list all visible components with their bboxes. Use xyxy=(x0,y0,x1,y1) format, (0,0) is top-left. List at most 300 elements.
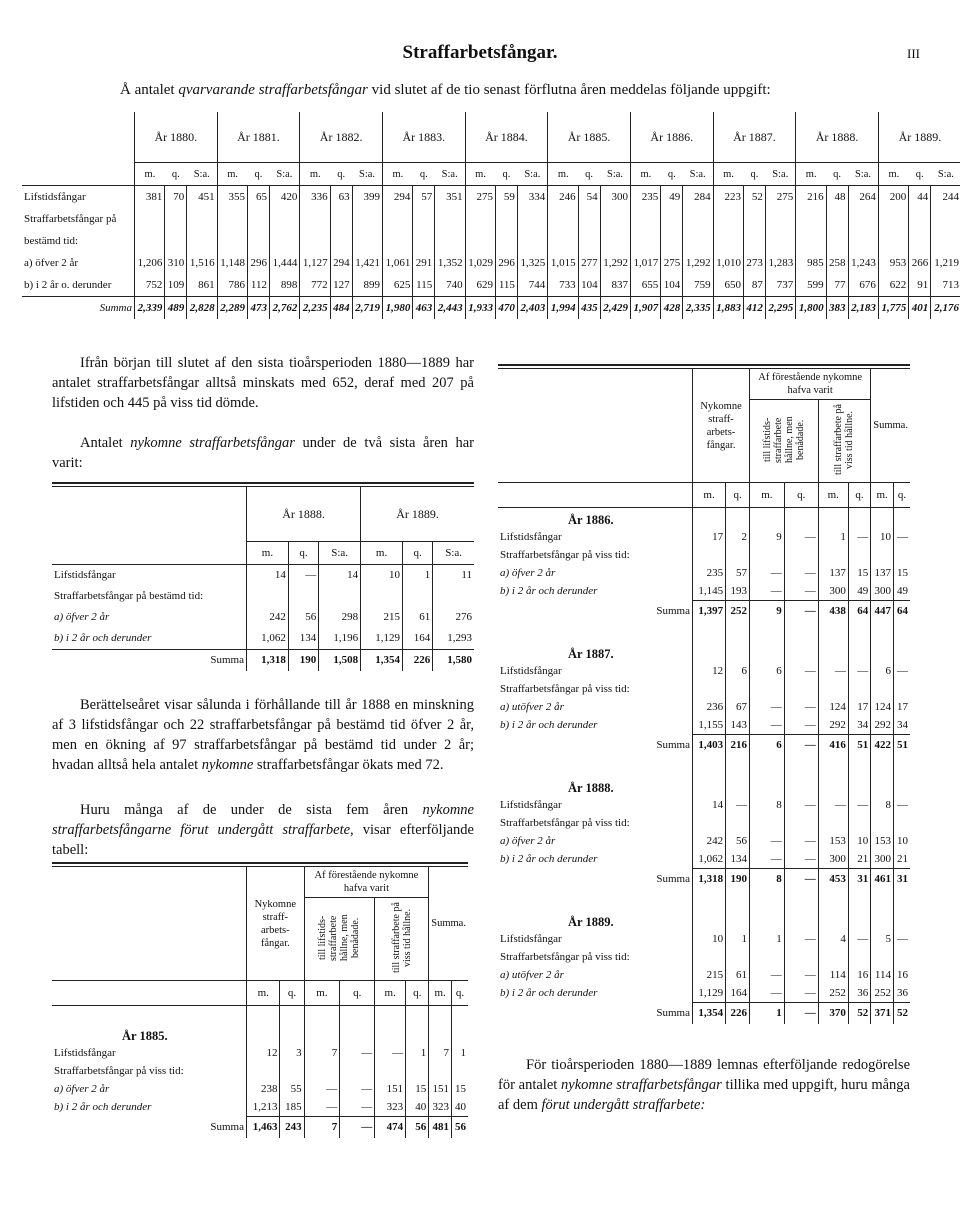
table-row xyxy=(498,698,910,716)
header-head_col1 xyxy=(750,400,819,483)
sub-header: S:a. xyxy=(187,163,217,186)
value-cell: 151 xyxy=(375,1080,406,1098)
value-cell: 622 xyxy=(889,279,907,291)
value-cell: — xyxy=(750,984,785,1002)
value-cell xyxy=(848,230,878,252)
sub-header: m. xyxy=(304,981,340,1006)
table-row xyxy=(498,966,910,984)
value-cell: 1 xyxy=(750,930,785,948)
sub-header: q. xyxy=(743,163,765,186)
table-row xyxy=(22,230,960,252)
value-cell: 985 xyxy=(807,257,824,269)
value-cell: 1,318 xyxy=(693,868,726,890)
value-cell: 1 xyxy=(452,1044,468,1062)
year-header: År 1887. xyxy=(713,112,796,163)
value-cell: — xyxy=(784,796,818,814)
value-cell: 6 xyxy=(726,662,750,680)
value-cell: 244 xyxy=(931,186,960,209)
value-cell xyxy=(818,680,848,698)
value-cell: 64 xyxy=(848,600,870,622)
value-cell: — xyxy=(848,662,870,680)
value-cell xyxy=(187,208,217,230)
value-cell: 1,800 xyxy=(798,302,824,314)
sub-header: q. xyxy=(848,483,870,508)
sub-header: m. xyxy=(375,981,406,1006)
value-cell: — xyxy=(340,1116,375,1138)
value-cell xyxy=(165,208,187,230)
value-cell: — xyxy=(726,796,750,814)
table-row xyxy=(22,208,960,230)
year-header: År 1888. xyxy=(796,112,879,163)
value-cell: 461 xyxy=(871,868,894,890)
value-cell: 56 xyxy=(288,607,318,628)
table-row xyxy=(52,607,474,628)
sub-header: m. xyxy=(465,163,495,186)
value-cell xyxy=(750,546,785,564)
value-cell: 292 xyxy=(818,716,848,734)
value-cell: — xyxy=(340,1080,375,1098)
sub-header: S:a. xyxy=(517,163,547,186)
value-cell: 355 xyxy=(228,191,246,203)
value-cell: 1,354 xyxy=(361,649,403,671)
value-cell: 837 xyxy=(600,274,630,297)
value-cell: 151 xyxy=(429,1080,452,1098)
value-cell: 61 xyxy=(726,966,750,984)
value-cell: 275 xyxy=(476,191,493,203)
value-cell xyxy=(713,208,743,230)
value-cell xyxy=(894,948,910,966)
value-cell xyxy=(784,948,818,966)
row-label: b) i 2 år och derunder xyxy=(498,984,693,1002)
value-cell xyxy=(319,586,361,607)
value-cell: 1,148 xyxy=(220,257,246,269)
year-header: År 1884. xyxy=(465,112,548,163)
value-cell: 1,219 xyxy=(931,252,960,274)
value-cell: — xyxy=(340,1098,375,1116)
value-cell xyxy=(517,230,547,252)
value-cell xyxy=(743,208,765,230)
value-cell xyxy=(548,230,578,252)
paragraph-final: För tioårsperioden 1880—1889 lemnas efterföljande redogörelse för antalet nykomne straffarbetsfångar tillika med uppgift, huru många af dem förut undergått straffarbete: xyxy=(498,1057,910,1113)
row-label: Lifstidsfångar xyxy=(498,930,693,948)
table-new-prisoners: År 1888. År 1889. m. q. S:a. m. q. S:a. Lifstidsfångar 14 — 14 10 1 11 Straffarbetsfångar på bestämd tid: a) öfver 2 år 242 56 298 215 61 276 b) i 2 år och derunder 1,062 134 1,196 1,129 164 1,293 Summa 1,318 190 1,508 1,354 226 1,580 xyxy=(52,482,474,671)
value-cell xyxy=(433,586,474,607)
value-cell: 164 xyxy=(726,984,750,1002)
value-cell xyxy=(135,230,165,252)
value-cell: 463 xyxy=(413,297,435,320)
value-cell: 44 xyxy=(909,186,931,209)
value-cell: — xyxy=(848,930,870,948)
sub-header: q. xyxy=(406,981,429,1006)
value-cell: — xyxy=(784,716,818,734)
value-cell xyxy=(894,680,910,698)
sub-header: q. xyxy=(280,981,304,1006)
sub-header: m. xyxy=(871,483,894,508)
value-cell xyxy=(495,208,517,230)
value-cell xyxy=(600,230,630,252)
value-cell: 489 xyxy=(165,297,187,320)
value-cell: 898 xyxy=(269,274,299,297)
value-cell: 300 xyxy=(818,850,848,868)
value-cell: 298 xyxy=(319,607,361,628)
value-cell: 56 xyxy=(726,832,750,850)
value-cell xyxy=(848,680,870,698)
corner-cell xyxy=(22,112,135,163)
value-cell: 1,352 xyxy=(435,252,465,274)
value-cell: 16 xyxy=(848,966,870,984)
value-cell xyxy=(465,230,495,252)
value-cell xyxy=(713,230,743,252)
value-cell: 334 xyxy=(517,186,547,209)
value-cell: — xyxy=(375,1044,406,1062)
header-group: Af förestående nykomne hafva varit xyxy=(750,369,871,400)
table-row xyxy=(52,564,474,586)
value-cell xyxy=(135,208,165,230)
value-cell: 56 xyxy=(452,1116,468,1138)
value-cell: 8 xyxy=(871,796,894,814)
value-cell: 2,295 xyxy=(765,297,795,320)
row-label: Straffarbetsfångar på bestämd tid: xyxy=(52,586,247,607)
value-cell: 292 xyxy=(871,716,894,734)
value-cell: 11 xyxy=(433,564,474,586)
value-cell: 134 xyxy=(288,628,318,650)
value-cell: 7 xyxy=(429,1044,452,1062)
value-cell xyxy=(630,208,660,230)
value-cell xyxy=(878,208,908,230)
value-cell xyxy=(871,546,894,564)
value-cell xyxy=(248,208,270,230)
sub-header: m. xyxy=(300,163,330,186)
value-cell: 1,421 xyxy=(352,252,382,274)
value-cell xyxy=(894,814,910,832)
value-cell: 15 xyxy=(452,1080,468,1098)
sub-header: q. xyxy=(340,981,375,1006)
sub-header: m. xyxy=(247,981,280,1006)
table-row xyxy=(498,662,910,680)
value-cell: 14 xyxy=(693,796,726,814)
value-cell: 31 xyxy=(894,868,910,890)
value-cell: 48 xyxy=(826,186,848,209)
value-cell: — xyxy=(894,528,910,546)
sub-header: S:a. xyxy=(683,163,713,186)
table-row xyxy=(498,528,910,546)
table-row xyxy=(498,1002,910,1024)
value-cell xyxy=(269,230,299,252)
value-cell xyxy=(878,230,908,252)
value-cell: 737 xyxy=(765,274,795,297)
value-cell: 1,196 xyxy=(319,628,361,650)
value-cell: — xyxy=(784,564,818,582)
value-cell: 264 xyxy=(848,186,878,209)
row-label: b) i 2 år och derunder xyxy=(498,716,693,734)
value-cell: 258 xyxy=(826,252,848,274)
sub-header: m. xyxy=(382,163,412,186)
row-label: a) utöfver 2 år xyxy=(498,698,693,716)
value-cell: 277 xyxy=(578,252,600,274)
value-cell xyxy=(330,208,352,230)
row-label: b) i 2 år och derunder xyxy=(498,582,693,600)
header-nykomne: Nykomne straff-arbets-fångar. xyxy=(247,867,305,981)
value-cell xyxy=(871,948,894,966)
value-cell xyxy=(743,230,765,252)
value-cell xyxy=(300,208,330,230)
paragraph-new-prisoners: Antalet nykomne straffarbetsfångar under de två sista åren har varit: xyxy=(52,435,474,471)
table-row xyxy=(52,1098,468,1116)
value-cell: — xyxy=(784,966,818,984)
value-cell: 21 xyxy=(894,850,910,868)
value-cell: 481 xyxy=(429,1116,452,1138)
value-cell xyxy=(750,948,785,966)
value-cell: — xyxy=(784,850,818,868)
value-cell: 713 xyxy=(931,274,960,297)
table-row xyxy=(498,984,910,1002)
value-cell xyxy=(750,680,785,698)
row-label: Straffarbetsfångar på viss tid: xyxy=(498,546,693,564)
value-cell: 2,176 xyxy=(931,297,960,320)
value-cell: 2,719 xyxy=(352,297,382,320)
year-header: År 1883. xyxy=(382,112,465,163)
table-1885 xyxy=(52,862,468,1138)
value-cell: 242 xyxy=(269,611,286,623)
sub-header: S:a. xyxy=(765,163,795,186)
value-cell xyxy=(280,1062,304,1080)
value-cell xyxy=(726,948,750,966)
value-cell: 629 xyxy=(476,279,493,291)
value-cell: 1,155 xyxy=(693,716,726,734)
value-cell: 1,907 xyxy=(633,302,659,314)
header-summa: Summa. xyxy=(429,867,468,981)
value-cell: 1,017 xyxy=(633,257,659,269)
sub-header: q. xyxy=(661,163,683,186)
value-cell: 383 xyxy=(826,297,848,320)
value-cell xyxy=(693,680,726,698)
value-cell: 953 xyxy=(889,257,907,269)
value-cell: 3 xyxy=(280,1044,304,1062)
value-cell xyxy=(382,230,412,252)
value-cell: 153 xyxy=(818,832,848,850)
sub-header: q. xyxy=(495,163,517,186)
value-cell: 8 xyxy=(750,796,785,814)
value-cell: 2,403 xyxy=(517,297,547,320)
table-row xyxy=(498,796,910,814)
value-cell xyxy=(413,230,435,252)
value-cell: 6 xyxy=(871,662,894,680)
value-cell: 8 xyxy=(750,868,785,890)
year-header: År 1882. xyxy=(300,112,383,163)
value-cell xyxy=(693,814,726,832)
value-cell: 185 xyxy=(280,1098,304,1116)
value-cell xyxy=(248,230,270,252)
value-cell: — xyxy=(784,832,818,850)
table-row xyxy=(52,628,474,650)
row-label: a) öfver 2 år xyxy=(52,1080,247,1098)
page-number: III xyxy=(907,46,920,61)
row-label: a) öfver 2 år xyxy=(498,564,693,582)
value-cell: 2,339 xyxy=(137,302,163,314)
value-cell: 16 xyxy=(894,966,910,984)
value-cell: 284 xyxy=(683,186,713,209)
value-cell: 10 xyxy=(871,528,894,546)
row-label: Straffarbetsfångar på viss tid: xyxy=(498,948,693,966)
sub-header: m. xyxy=(713,163,743,186)
value-cell: 294 xyxy=(393,191,411,203)
value-cell: 1,129 xyxy=(375,632,400,644)
table-row xyxy=(498,850,910,868)
year-header: År 1889. xyxy=(878,112,960,163)
value-cell: — xyxy=(894,796,910,814)
header-head_col2 xyxy=(375,898,429,981)
value-cell: 14 xyxy=(319,564,361,586)
value-cell xyxy=(247,586,289,607)
value-cell: — xyxy=(340,1044,375,1062)
value-cell xyxy=(352,208,382,230)
value-cell: 56 xyxy=(406,1116,429,1138)
value-cell: 1,933 xyxy=(468,302,493,314)
sub-header: m. xyxy=(750,483,785,508)
value-cell: 1,292 xyxy=(600,252,630,274)
sub-header: q. xyxy=(452,981,468,1006)
value-cell: 2,183 xyxy=(848,297,878,320)
value-cell: 10 xyxy=(848,832,870,850)
year-1889: År 1889. xyxy=(396,506,439,521)
value-cell: 275 xyxy=(765,186,795,209)
value-cell: 226 xyxy=(726,1002,750,1024)
value-cell xyxy=(382,208,412,230)
value-cell: 336 xyxy=(311,191,328,203)
year-header: År 1885. xyxy=(548,112,631,163)
value-cell: 381 xyxy=(145,191,163,203)
value-cell: 15 xyxy=(848,564,870,582)
value-cell xyxy=(726,680,750,698)
value-cell: 1,994 xyxy=(550,302,576,314)
table-remaining-prisoners xyxy=(22,112,960,319)
value-cell xyxy=(578,208,600,230)
value-cell: 1,029 xyxy=(468,257,493,269)
value-cell xyxy=(848,948,870,966)
value-cell: 744 xyxy=(517,274,547,297)
table-row xyxy=(52,1044,468,1062)
vertical-header: till straffarbete på viss tid hållne. xyxy=(833,404,856,475)
value-cell: 246 xyxy=(559,191,576,203)
value-cell: 1,062 xyxy=(261,632,286,644)
value-cell xyxy=(217,230,247,252)
value-cell: 1,516 xyxy=(187,252,217,274)
row-label: Summa xyxy=(498,868,693,890)
value-cell: 143 xyxy=(726,716,750,734)
value-cell: 61 xyxy=(403,607,433,628)
value-cell: 1,318 xyxy=(247,649,289,671)
value-cell: 57 xyxy=(413,186,435,209)
value-cell: 275 xyxy=(661,252,683,274)
value-cell: 114 xyxy=(818,966,848,984)
value-cell: 428 xyxy=(661,297,683,320)
row-label: Lifstidsfångar xyxy=(22,186,135,209)
value-cell: 1 xyxy=(406,1044,429,1062)
header-head_col1 xyxy=(304,898,375,981)
value-cell: 115 xyxy=(495,274,517,297)
value-cell xyxy=(818,546,848,564)
value-cell: 474 xyxy=(375,1116,406,1138)
value-cell: 124 xyxy=(871,698,894,716)
value-cell: 1,354 xyxy=(693,1002,726,1024)
value-cell: 215 xyxy=(383,611,400,623)
value-cell xyxy=(931,230,960,252)
value-cell xyxy=(269,208,299,230)
table-row xyxy=(498,734,910,756)
value-cell: 473 xyxy=(248,297,270,320)
sub-header: S:a. xyxy=(600,163,630,186)
value-cell: 2,429 xyxy=(600,297,630,320)
value-cell: 1 xyxy=(818,528,848,546)
value-cell: 137 xyxy=(818,564,848,582)
sub-header: q. xyxy=(726,483,750,508)
value-cell: 752 xyxy=(145,279,163,291)
value-cell: 655 xyxy=(641,279,659,291)
table-row xyxy=(498,948,910,966)
value-cell: — xyxy=(784,868,818,890)
value-cell: 1,463 xyxy=(247,1116,280,1138)
value-cell xyxy=(693,948,726,966)
value-cell: 759 xyxy=(683,274,713,297)
row-label: a) öfver 2 år xyxy=(22,252,135,274)
value-cell xyxy=(304,1062,340,1080)
value-cell: 7 xyxy=(304,1116,340,1138)
table-row xyxy=(52,1080,468,1098)
value-cell: 1,883 xyxy=(716,302,741,314)
year-title: År 1885. xyxy=(52,1024,247,1044)
sub-header: m. xyxy=(548,163,578,186)
value-cell: 1,145 xyxy=(693,582,726,600)
value-cell: 67 xyxy=(726,698,750,716)
value-cell: 650 xyxy=(724,279,741,291)
row-label: Summa xyxy=(498,1002,693,1024)
value-cell: — xyxy=(784,662,818,680)
value-cell: 36 xyxy=(848,984,870,1002)
table-row xyxy=(498,868,910,890)
value-cell: 1,129 xyxy=(693,984,726,1002)
value-cell: 252 xyxy=(726,600,750,622)
value-cell: 1,444 xyxy=(269,252,299,274)
value-cell: 296 xyxy=(495,252,517,274)
value-cell xyxy=(435,230,465,252)
value-cell: 1,775 xyxy=(881,302,907,314)
value-cell: 190 xyxy=(288,649,318,671)
sub-header: S:a. xyxy=(269,163,299,186)
value-cell: 252 xyxy=(818,984,848,1002)
row-label: a) öfver 2 år xyxy=(52,607,247,628)
value-cell xyxy=(600,208,630,230)
value-cell xyxy=(661,230,683,252)
table-row xyxy=(498,582,910,600)
value-cell: 899 xyxy=(352,274,382,297)
table-1886-1889 xyxy=(498,364,910,1024)
value-cell: 236 xyxy=(693,698,726,716)
value-cell: 1,061 xyxy=(385,257,411,269)
value-cell: 51 xyxy=(894,734,910,756)
value-cell: 49 xyxy=(661,186,683,209)
value-cell: 2 xyxy=(726,528,750,546)
value-cell xyxy=(909,208,931,230)
value-cell xyxy=(429,1062,452,1080)
value-cell xyxy=(403,586,433,607)
vertical-header: till lifstids-straffarbete hållne, men benådade. xyxy=(317,914,362,961)
value-cell: — xyxy=(750,966,785,984)
value-cell xyxy=(465,208,495,230)
value-cell: 54 xyxy=(578,186,600,209)
value-cell: — xyxy=(750,564,785,582)
value-cell: 49 xyxy=(848,582,870,600)
value-cell: 1,508 xyxy=(319,649,361,671)
